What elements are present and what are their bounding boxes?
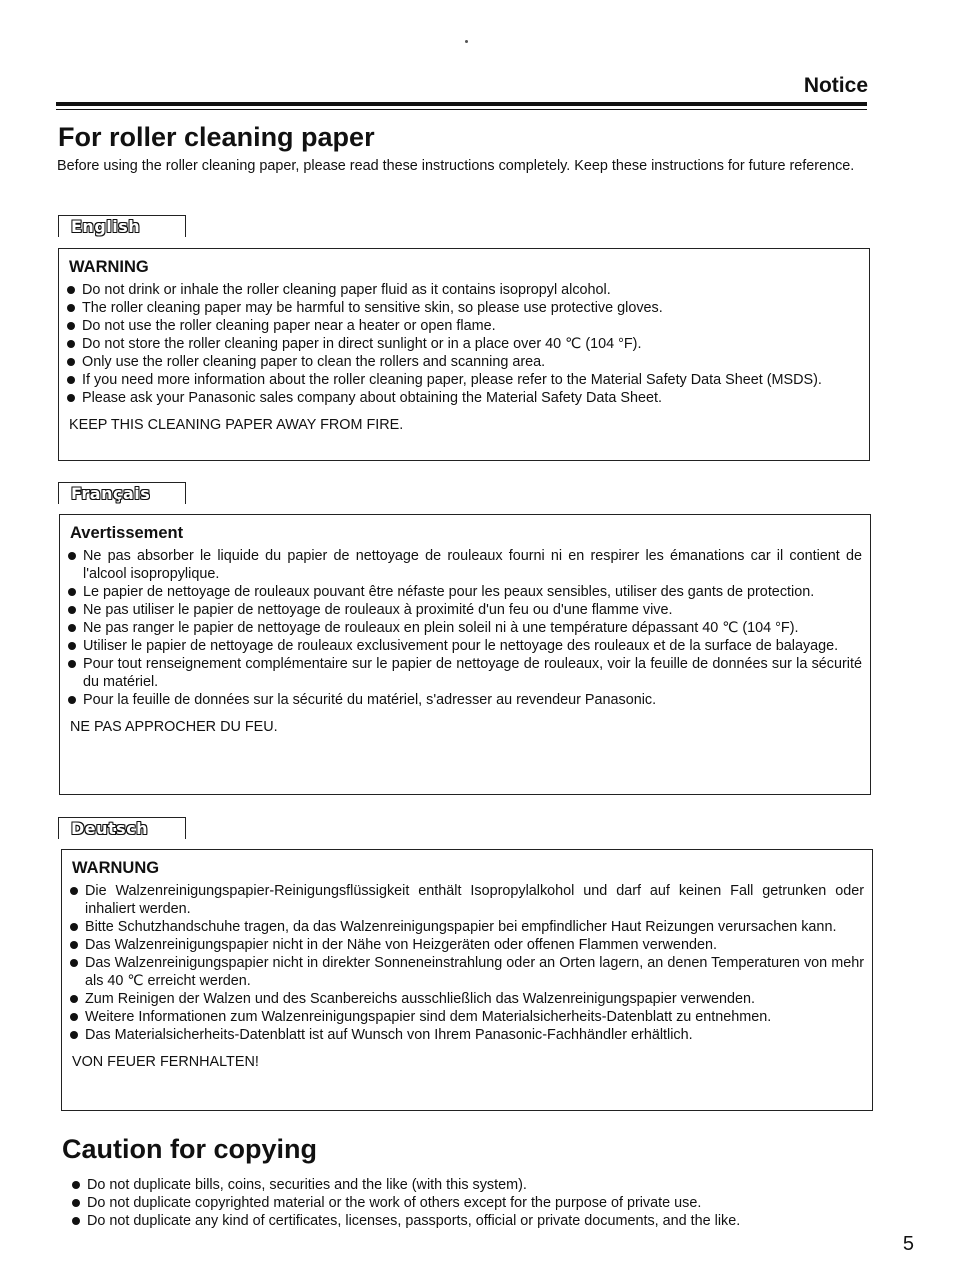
list-item: Bitte Schutzhandschuhe tragen, da das Walzenreinigungspapier bei empfindlicher Haut Reizungen verursachen kann.: [70, 918, 864, 936]
list-item: Das Walzenreinigungspapier nicht in direkter Sonneneinstrahlung oder an Orten lagern, an denen Temperaturen von mehr als 40 ℃ erreicht werden.: [70, 954, 864, 990]
list-item: Utiliser le papier de nettoyage de rouleaux exclusivement pour le nettoyage des rouleaux et de la surface de balayage.: [68, 637, 862, 655]
list-item: Ne pas ranger le papier de nettoyage de rouleaux en plein soleil ni à une température dépassant 40 ℃ (104 °F).: [68, 619, 862, 637]
tab-francais-label: Français: [71, 484, 151, 503]
french-warning-box: [59, 514, 871, 795]
list-item: Do not store the roller cleaning paper in direct sunlight or in a place over 40 ℃ (104 °F).: [67, 335, 861, 353]
french-warning-list: [68, 547, 862, 709]
german-fire-warning: VON FEUER FERNHALTEN!: [72, 1054, 259, 1070]
list-item: Pour la feuille de données sur la sécurité du matériel, s'adresser au revendeur Panasonic.: [68, 691, 862, 709]
english-warning-box: [58, 248, 870, 461]
tab-english-label: English: [71, 217, 141, 236]
french-fire-warning: NE PAS APPROCHER DU FEU.: [70, 719, 278, 735]
german-warning-box: [61, 849, 873, 1111]
list-item: If you need more information about the roller cleaning paper, please refer to the Material Safety Data Sheet (MSDS).: [67, 371, 861, 389]
scan-speck: [465, 40, 468, 43]
english-fire-warning: KEEP THIS CLEANING PAPER AWAY FROM FIRE.: [69, 417, 404, 433]
copying-title: Caution for copying: [62, 1134, 317, 1164]
german-warning-heading: WARNUNG: [72, 859, 160, 877]
copying-list: [72, 1176, 872, 1230]
list-item: Die Walzenreinigungspapier-Reinigungsflüssigkeit enthält Isopropylalkohol und darf auf keinen Fall getrunken oder inhaliert werden.: [70, 882, 864, 918]
list-item: Ne pas absorber le liquide du papier de nettoyage de rouleaux fourni ni en respirer les émanations car il contient de l'alcool isopropylique.: [68, 547, 862, 583]
tab-deutsch: [58, 817, 186, 839]
list-item: Do not duplicate any kind of certificates, licenses, passports, official or private documents, and the like.: [72, 1212, 872, 1230]
section-label: Notice: [803, 74, 868, 97]
list-item: Only use the roller cleaning paper to clean the rollers and scanning area.: [67, 353, 861, 371]
roller-intro: Before using the roller cleaning paper, please read these instructions completely. Keep these instructions for future reference.: [57, 158, 855, 174]
tab-deutsch-label: Deutsch: [71, 819, 149, 838]
tab-english: [58, 215, 186, 237]
roller-title: For roller cleaning paper: [58, 122, 375, 152]
list-item: Pour tout renseignement complémentaire sur le papier de nettoyage de rouleaux, voir la feuille de données sur la sécurité du matériel.: [68, 655, 862, 691]
list-item: Das Materialsicherheits-Datenblatt ist auf Wunsch von Ihrem Panasonic-Fachhändler erhältlich.: [70, 1026, 864, 1044]
list-item: Le papier de nettoyage de rouleaux pouvant être néfaste pour les peaux sensibles, utiliser des gants de protection.: [68, 583, 862, 601]
list-item: Do not drink or inhale the roller cleaning paper fluid as it contains isopropyl alcohol.: [67, 281, 861, 299]
list-item: Ne pas utiliser le papier de nettoyage de rouleaux à proximité d'un feu ou d'une flamme vive.: [68, 601, 862, 619]
list-item: The roller cleaning paper may be harmful to sensitive skin, so please use protective gloves.: [67, 299, 861, 317]
english-warning-list: [67, 281, 861, 407]
list-item: Please ask your Panasonic sales company about obtaining the Material Safety Data Sheet.: [67, 389, 861, 407]
english-warning-heading: WARNING: [69, 258, 149, 276]
german-warning-list: [70, 882, 864, 1044]
tab-francais: [58, 482, 186, 504]
page-number: 5: [902, 1233, 914, 1255]
header-rule-thin: [56, 109, 867, 110]
list-item: Do not use the roller cleaning paper near a heater or open flame.: [67, 317, 861, 335]
list-item: Das Walzenreinigungspapier nicht in der Nähe von Heizgeräten oder offenen Flammen verwenden.: [70, 936, 864, 954]
list-item: Do not duplicate copyrighted material or the work of others except for the purpose of private use.: [72, 1194, 872, 1212]
list-item: Weitere Informationen zum Walzenreinigungspapier sind dem Materialsicherheits-Datenblatt zu entnehmen.: [70, 1008, 864, 1026]
french-warning-heading: Avertissement: [70, 524, 184, 542]
header-rule-thick: [56, 102, 867, 106]
list-item: Do not duplicate bills, coins, securities and the like (with this system).: [72, 1176, 872, 1194]
list-item: Zum Reinigen der Walzen und des Scanbereichs ausschließlich das Walzenreinigungspapier verwenden.: [70, 990, 864, 1008]
